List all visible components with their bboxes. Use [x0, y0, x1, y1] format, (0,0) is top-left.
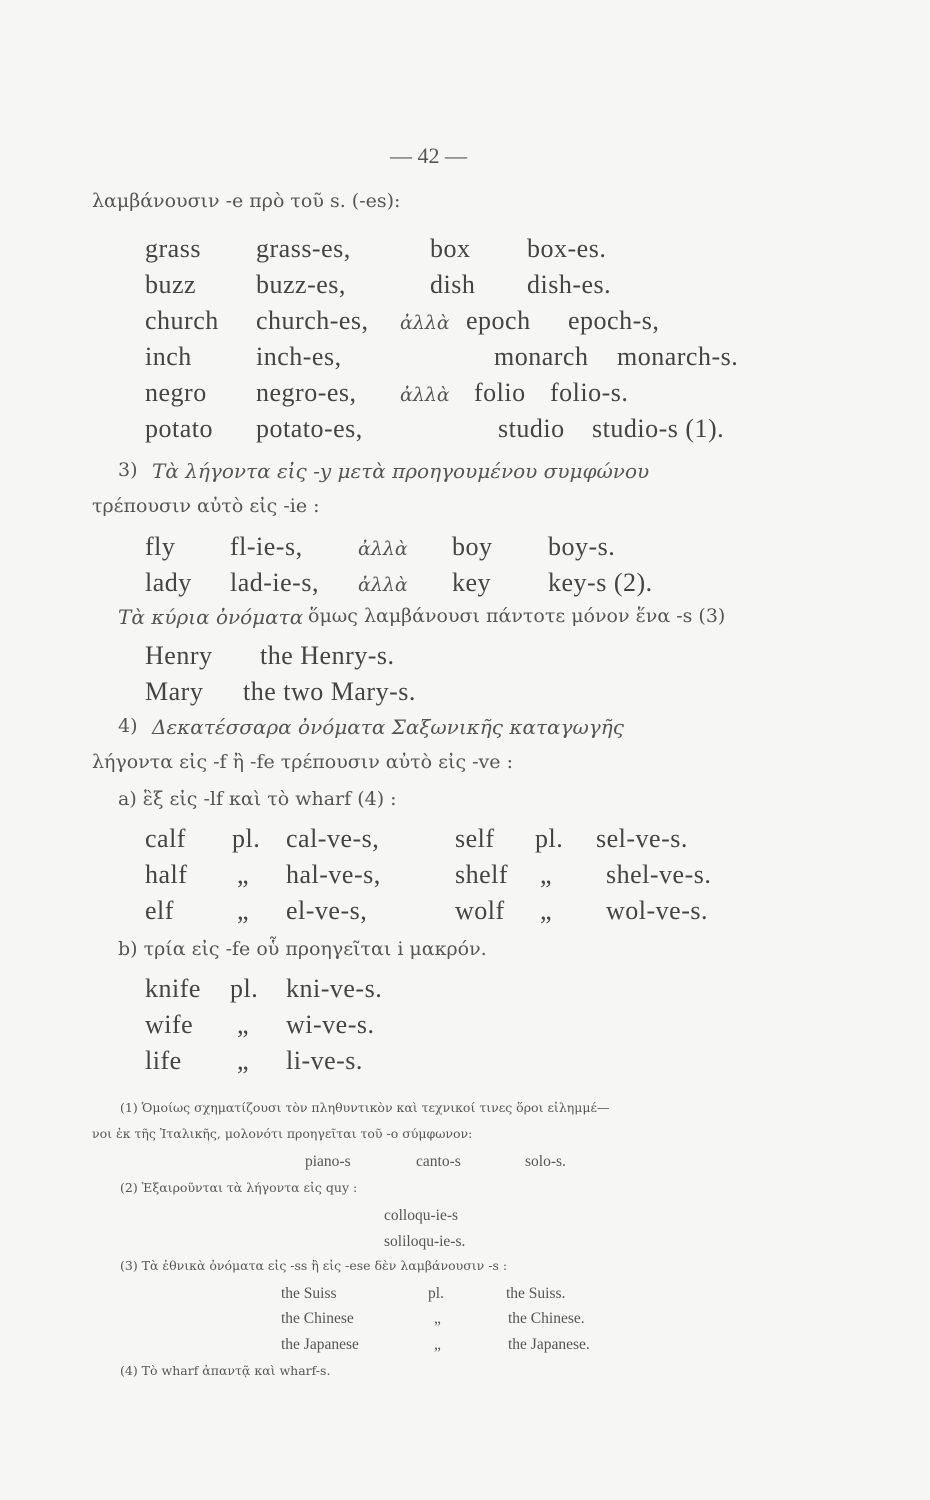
table-plural: shel-ve-s. — [606, 860, 712, 889]
table-word: calf — [145, 824, 186, 853]
table-plural: hal-ve-s, — [286, 860, 381, 889]
plural-mark: „ — [434, 1336, 441, 1353]
table-plural: wol-ve-s. — [606, 896, 708, 925]
table-word: lady — [145, 568, 192, 597]
table-word: grass — [145, 234, 201, 263]
table-plural: el-ve-s, — [286, 896, 368, 925]
footnote-example: canto-s — [416, 1153, 461, 1170]
footnote-1-line-2: νοι ἐκ τῆς Ἰταλικῆς, μολονότι προηγεῖται τοῦ -o σύμφωνον: — [92, 1126, 473, 1141]
plural-mark: pl. — [232, 824, 261, 853]
plural-mark: „ — [540, 896, 553, 925]
footnote-2-line-1: (2) Ἐξαιροῦνται τὰ λήγοντα εἰς quy : — [120, 1180, 358, 1195]
footnote-example: the Japanese. — [508, 1336, 590, 1353]
table-plural: buzz-es, — [256, 270, 346, 299]
plural-mark: „ — [540, 860, 553, 889]
table-word: self — [455, 824, 495, 853]
table-word: dish — [430, 270, 476, 299]
section-heading: Τὰ λήγοντα εἰς -y μετὰ προηγουμένου συμφώνου — [152, 459, 650, 483]
table-plural: potato-es, — [256, 414, 363, 443]
footnote-example: piano-s — [305, 1153, 351, 1170]
footnote-example: soliloqu-ie-s. — [384, 1233, 466, 1250]
table-plural: li-ve-s. — [286, 1046, 363, 1075]
table-word: negro — [145, 378, 207, 407]
table-word: monarch — [494, 342, 589, 371]
table-plural: boy-s. — [548, 532, 616, 561]
plural-mark: pl. — [428, 1285, 444, 1302]
table-word: church — [145, 306, 219, 335]
table-word: Mary — [145, 677, 204, 706]
page-number: — 42 — — [390, 143, 467, 168]
footnote-example: the Suiss. — [506, 1285, 566, 1302]
footnote-example: the Chinese. — [508, 1310, 585, 1327]
footnote-example: colloqu-ie-s — [384, 1207, 459, 1224]
footnote-1-line-1: (1) Ὁμοίως σχηματίζουσι τὸν πληθυντικὸν καὶ τεχνικοί τινες ὅροι εἰλημμέ— — [120, 1100, 610, 1115]
section-line: τρέπουσιν αὐτὸ εἰς -ie : — [92, 495, 320, 517]
intro-line: λαμβάνουσιν -e πρὸ τοῦ s. (-es): — [92, 190, 401, 212]
conjunction-alla: ἀλλὰ — [358, 574, 408, 596]
footnote-3-line-1: (3) Τὰ ἐθνικὰ ὀνόματα εἰς -ss ἢ εἰς -ese δὲν λαμβάνουσιν -s : — [120, 1258, 508, 1273]
table-word: potato — [145, 414, 213, 443]
table-word: wife — [145, 1010, 194, 1039]
table-word: fly — [145, 532, 176, 561]
footnote-example: the Chinese — [281, 1310, 354, 1327]
conjunction-alla: ἀλλὰ — [358, 538, 408, 560]
table-word: epoch — [466, 306, 531, 335]
plural-mark: „ — [237, 1046, 250, 1075]
table-plural: studio-s (1). — [592, 414, 725, 443]
conjunction-alla: ἀλλὰ — [400, 312, 450, 334]
section-number: 3) — [118, 459, 138, 481]
footnote-example: the Japanese — [281, 1336, 359, 1353]
table-word: shelf — [455, 860, 509, 889]
section-heading: Δεκατέσσαρα ὀνόματα Σαξωνικῆς καταγωγῆς — [152, 715, 624, 739]
table-plural: church-es, — [256, 306, 369, 335]
plural-mark: „ — [237, 1010, 250, 1039]
table-plural: the Henry-s. — [260, 641, 395, 670]
table-plural: wi-ve-s. — [286, 1010, 375, 1039]
table-word: life — [145, 1046, 182, 1075]
table-plural: monarch-s. — [617, 342, 739, 371]
proper-names-rule: ὅμως λαμβάνουσι πάντοτε μόνον ἕνα -s (3) — [308, 605, 726, 627]
conjunction-alla: ἀλλὰ — [400, 384, 450, 406]
table-plural: folio-s. — [550, 378, 629, 407]
section-line: λήγοντα εἰς -f ἢ -fe τρέπουσιν αὐτὸ εἰς -ve : — [92, 751, 513, 773]
plural-mark: pl. — [230, 974, 259, 1003]
plural-mark: „ — [237, 896, 250, 925]
footnote-example: solo-s. — [525, 1153, 566, 1170]
table-word: key — [452, 568, 492, 597]
table-plural: dish-es. — [527, 270, 612, 299]
table-word: boy — [452, 532, 493, 561]
table-word: buzz — [145, 270, 197, 299]
plural-mark: pl. — [535, 824, 564, 853]
table-plural: lad-ie-s, — [230, 568, 319, 597]
table-plural: the two Mary-s. — [243, 677, 416, 706]
table-plural: sel-ve-s. — [596, 824, 688, 853]
table-word: Henry — [145, 641, 213, 670]
table-word: knife — [145, 974, 201, 1003]
table-plural: key-s (2). — [548, 568, 653, 597]
table-plural: negro-es, — [256, 378, 357, 407]
table-word: inch — [145, 342, 192, 371]
subsection-b-label: b) τρία εἰς -fe οὗ προηγεῖται i μακρόν. — [118, 938, 487, 960]
table-word: wolf — [455, 896, 505, 925]
table-plural: fl-ie-s, — [230, 532, 303, 561]
table-plural: grass-es, — [256, 234, 351, 263]
subsection-a-label: a) ἓξ εἰς -lf καὶ τὸ wharf (4) : — [118, 788, 397, 810]
footnote-example: the Suiss — [281, 1285, 337, 1302]
table-plural: kni-ve-s. — [286, 974, 383, 1003]
table-plural: cal-ve-s, — [286, 824, 380, 853]
plural-mark: „ — [434, 1310, 441, 1327]
footnote-4-line-1: (4) Τὸ wharf ἀπαντᾷ καὶ wharf-s. — [120, 1363, 331, 1378]
table-word: folio — [474, 378, 526, 407]
section-number: 4) — [118, 715, 138, 737]
table-word: half — [145, 860, 188, 889]
plural-mark: „ — [237, 860, 250, 889]
table-plural: epoch-s, — [568, 306, 660, 335]
table-word: box — [430, 234, 471, 263]
table-word: studio — [498, 414, 565, 443]
table-plural: inch-es, — [256, 342, 342, 371]
proper-names-heading: Τὰ κύρια ὀνόματα — [118, 605, 304, 629]
table-word: elf — [145, 896, 174, 925]
table-plural: box-es. — [527, 234, 607, 263]
